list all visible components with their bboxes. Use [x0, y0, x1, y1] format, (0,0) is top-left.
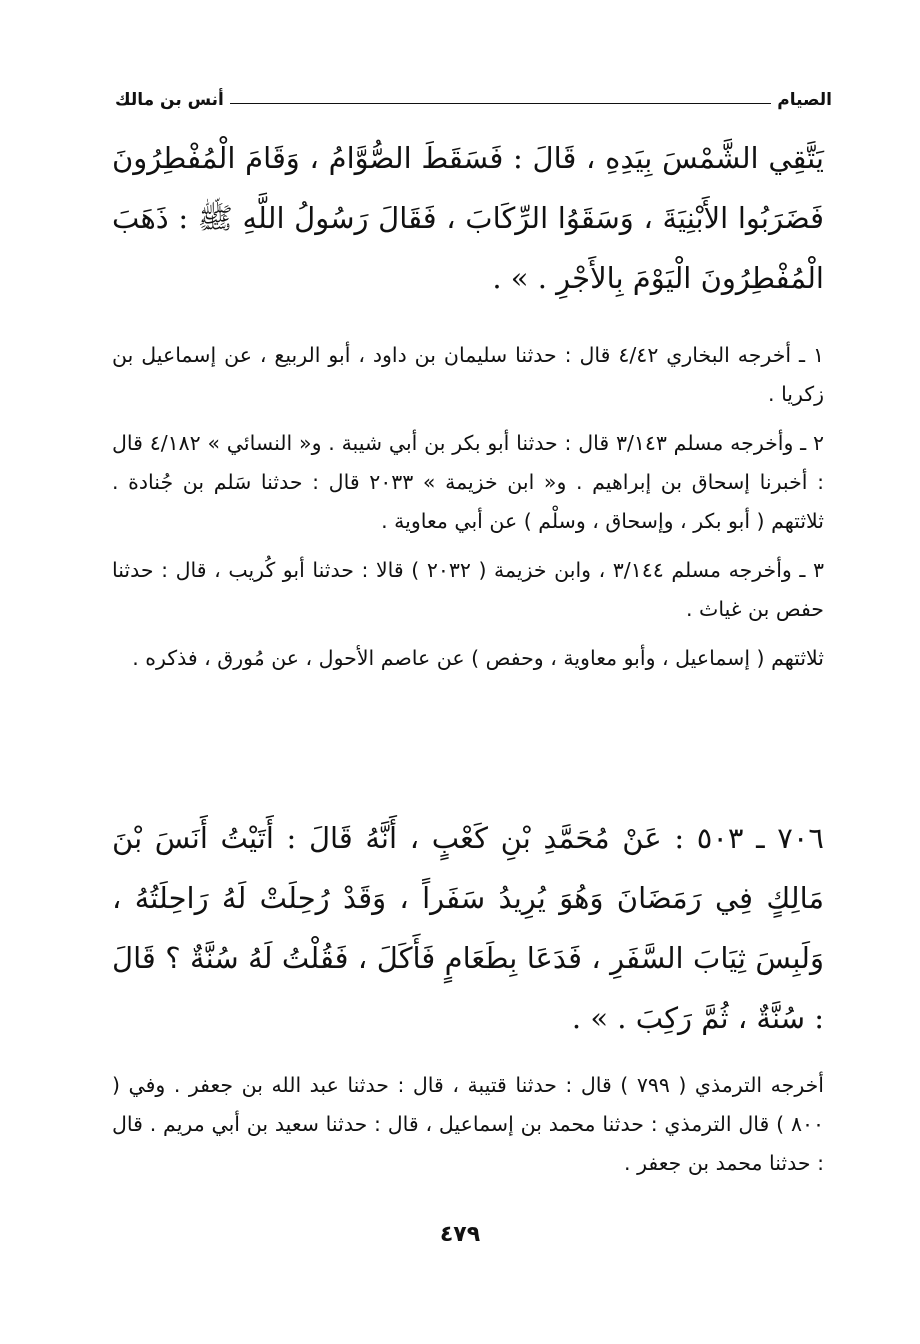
footnotes-block-2 [112, 1066, 824, 1183]
header-rule [230, 103, 771, 104]
footnote-item: ٣ ـ وأخرجه مسلم ٣/١٤٤ ، وابن خزيمة ( ٢٠٣٢ ) قالا : حدثنا أبو كُريب ، قال : حدثنا حفص بن غياث . [112, 558, 824, 621]
footnote-item: ١ ـ أخرجه البخاري ٤/٤٢ قال : حدثنا سليمان بن داود ، أبو الربيع ، عن إسماعيل بن زكريا . [112, 343, 825, 406]
header-section-title: أنس بن مالك [115, 90, 224, 110]
hadith-continuation: يَتَّقِي الشَّمْسَ بِيَدِهِ ، قَالَ : فَسَقَطَ الصُّوَّامُ ، وَقَامَ الْمُفْطِرُونَ فَضَرَبُوا الأَبْنِيَةَ ، وَسَقَوُا الرِّكَابَ ، فَقَالَ رَسُولُ اللَّهِ ﷺ : ذَهَبَ الْمُفْطِرُونَ الْيَوْمَ بِالأَجْرِ . » . [112, 141, 824, 295]
footnote-item: ثلاثتهم ( إسماعيل ، وأبو معاوية ، وحفص ) عن عاصم الأحول ، عن مُورق ، فذكره . [132, 646, 824, 670]
running-header [115, 86, 832, 110]
header-chapter-title: الصيام [777, 90, 832, 110]
page-number: ٤٧٩ [439, 1222, 481, 1247]
hadith-text: ٧٠٦ ـ ٥٠٣ : عَنْ مُحَمَّدِ بْنِ كَعْبٍ ، أَنَّهُ قَالَ : أَتَيْتُ أَنَسَ بْنَ مَالِكٍ فِي رَمَضَانَ وَهُوَ يُرِيدُ سَفَراً ، وَقَدْ رُحِلَتْ لَهُ رَاحِلَتُهُ ، وَلَبِسَ ثِيَابَ السَّفَرِ ، فَدَعَا بِطَعَامٍ فَأَكَلَ ، فَقُلْتُ لَهُ سُنَّةٌ ؟ قَالَ : سُنَّةٌ ، ثُمَّ رَكِبَ . » . [112, 821, 825, 1035]
footnote-item: ٢ ـ وأخرجه مسلم ٣/١٤٣ قال : حدثنا أبو بكر بن أبي شيبة . و« النسائي » ٤/١٨٢ قال : أخبرنا إسحاق بن إبراهيم . و« ابن خزيمة » ٢٠٣٣ قال : حدثنا سَلم بن جُنادة . ثلاثتهم ( أبو بكر ، وإسحاق ، وسلْم ) عن أبي معاوية . [112, 431, 824, 533]
footnotes-block-1 [112, 336, 824, 678]
footnote-item: أخرجه الترمذي ( ٧٩٩ ) قال : حدثنا قتيبة ، قال : حدثنا عبد الله بن جعفر . وفي ( ٨٠٠ ) قال الترمذي : حدثنا محمد بن إسماعيل ، قال : حدثنا سعيد بن أبي مريم . قال : حدثنا محمد بن جعفر . [112, 1073, 824, 1175]
